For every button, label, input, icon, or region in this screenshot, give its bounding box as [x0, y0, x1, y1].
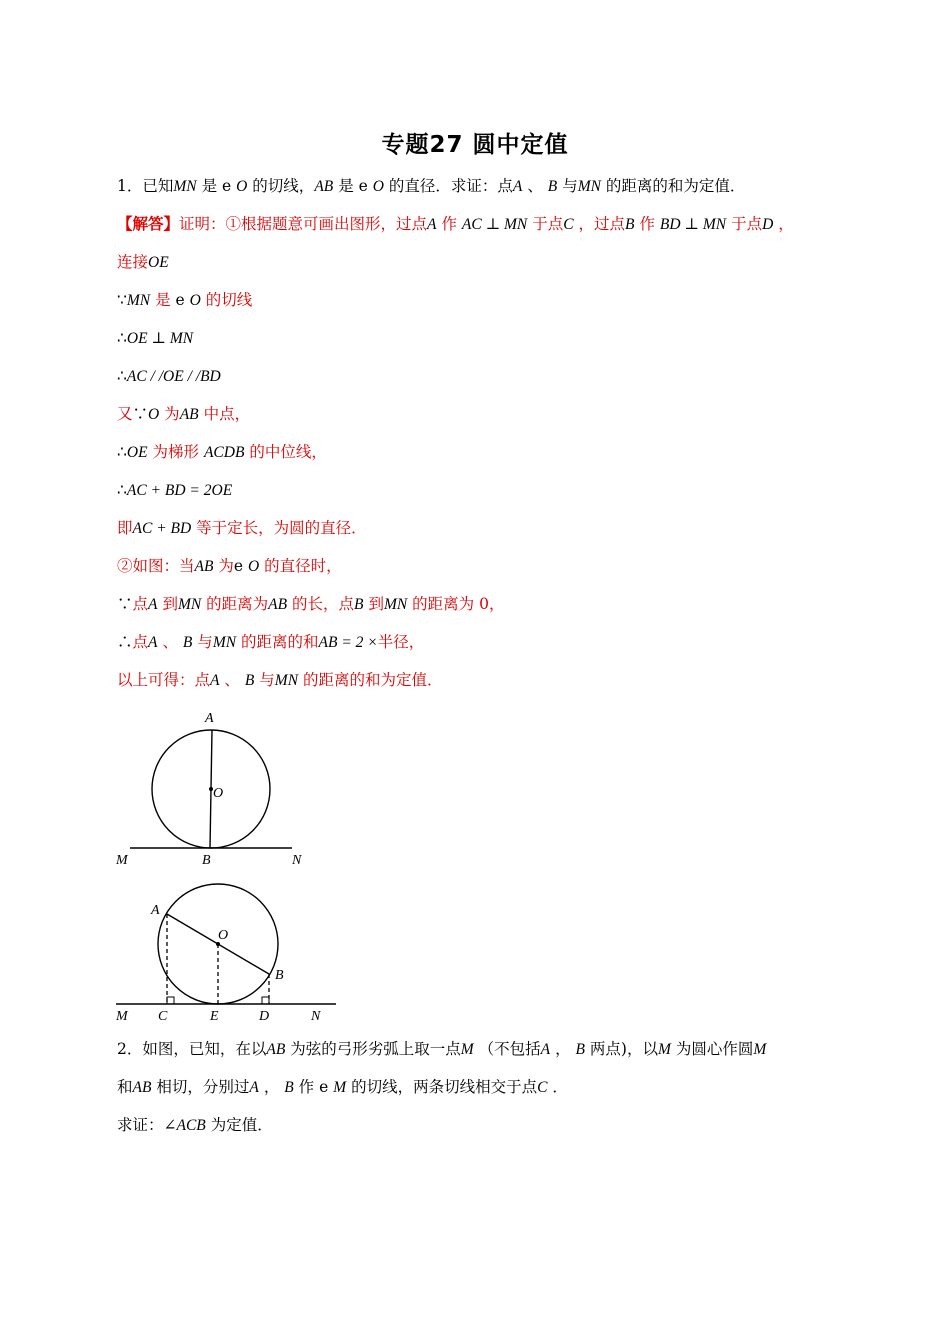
therefore-symbol: ∴ — [117, 329, 127, 347]
text: 已知 — [142, 177, 174, 195]
text: 为弦的弓形劣弧上取一点 — [290, 1040, 461, 1058]
text: 点 — [132, 595, 149, 613]
text: 是 — [155, 291, 171, 309]
text: ， — [263, 1078, 280, 1096]
text: 的直径．求证：点 — [388, 177, 513, 195]
label-c: C — [158, 1009, 168, 1024]
math: C — [537, 1079, 548, 1096]
page-title: 专题27 圆中定值 — [381, 132, 569, 158]
text: 半径， — [377, 633, 425, 651]
because-symbol: ∵ — [132, 405, 149, 423]
because-symbol: ∵ — [117, 595, 133, 613]
math: B — [182, 634, 193, 651]
text: 的距离为 0， — [412, 595, 505, 613]
text: 等于定长，为圆的直径． — [196, 519, 367, 537]
text: 的切线，两条切线相交于点 — [351, 1078, 538, 1096]
text: ， — [778, 215, 794, 233]
text: 如图，已知，在以 — [142, 1040, 267, 1058]
math: MN — [274, 672, 299, 689]
text: ，过点 — [578, 215, 626, 233]
math: A — [148, 634, 158, 651]
math: AC ⊥ MN — [461, 216, 528, 233]
text: 于点 — [532, 215, 564, 233]
label-e: E — [210, 1009, 219, 1024]
label-m: M — [116, 1009, 128, 1024]
math: M — [753, 1041, 767, 1058]
text: 以上可得：点 — [117, 671, 211, 689]
math: OE — [126, 444, 148, 461]
math: MN — [577, 178, 601, 195]
math: MN — [212, 634, 237, 651]
text: 与 — [197, 633, 213, 651]
text: 为梯形 — [152, 443, 199, 461]
figure-1 — [115, 711, 302, 868]
problem-2-line-2 — [117, 1077, 568, 1098]
math: O — [189, 292, 201, 309]
math: MN — [383, 596, 408, 613]
math: BD ⊥ MN — [659, 216, 727, 233]
text: 的中位线， — [249, 443, 327, 461]
math: AB — [194, 558, 214, 575]
math: MN — [173, 178, 197, 195]
label-o: O — [218, 928, 229, 943]
math: OE — [148, 254, 169, 271]
math: A — [427, 216, 437, 233]
circle-symbol: e — [358, 177, 368, 195]
problem-number: 2． — [117, 1040, 143, 1058]
text: 与 — [259, 671, 275, 689]
text: 为 — [218, 557, 234, 575]
text: 与 — [562, 177, 578, 195]
label-a: A — [151, 903, 160, 918]
label-d: D — [259, 1009, 270, 1024]
right-angle-mark-c — [167, 997, 174, 1004]
math: OE ⊥ MN — [126, 330, 194, 347]
math: AC + BD — [132, 520, 192, 537]
text: 的距离为 — [206, 595, 269, 613]
text: 中点， — [203, 405, 251, 423]
math: ACDB — [203, 444, 245, 461]
text: 点 — [132, 633, 149, 651]
label-b: B — [202, 853, 211, 868]
label-n: N — [292, 853, 302, 868]
math: AB — [266, 1041, 286, 1058]
text: 和 — [117, 1078, 133, 1096]
math: A — [148, 596, 158, 613]
text: 的切线， — [252, 177, 315, 195]
problem-2-line-3 — [117, 1115, 273, 1136]
text: 到 — [162, 595, 178, 613]
therefore-symbol: ∴ — [117, 443, 127, 461]
math: O — [236, 178, 248, 195]
label-a: A — [205, 711, 214, 726]
math: A — [210, 672, 220, 689]
math: A — [540, 1041, 551, 1058]
label-n: N — [311, 1009, 321, 1024]
text: ． — [552, 1078, 568, 1096]
math: D — [762, 216, 774, 233]
math: AB — [132, 1079, 152, 1096]
math: B — [354, 596, 364, 613]
math: MN — [177, 596, 202, 613]
math: M — [657, 1041, 671, 1058]
text: 、 — [527, 177, 543, 195]
text: 于点 — [731, 215, 763, 233]
text: 相切，分别过 — [156, 1078, 250, 1096]
math: B — [284, 1079, 294, 1096]
label-o: O — [213, 786, 224, 801]
math: O — [248, 558, 260, 575]
math: ∠ACB — [163, 1117, 206, 1134]
text: ②如图：当 — [117, 557, 195, 575]
math: M — [333, 1079, 347, 1096]
text: 作 — [441, 215, 457, 233]
label-b: B — [275, 968, 284, 983]
problem-number: 1． — [117, 177, 143, 195]
math: AB — [314, 178, 334, 195]
text: 为定值． — [210, 1116, 273, 1134]
math: B — [625, 216, 635, 233]
text: 为 — [164, 405, 180, 423]
text: ， — [555, 1040, 571, 1058]
figure-2 — [115, 884, 336, 1024]
math: AC / /OE / /BD — [126, 368, 221, 385]
text: （不包括 — [478, 1040, 541, 1058]
text: 的距离的和为定值． — [302, 671, 443, 689]
text: 的直径时， — [264, 557, 342, 575]
circle-symbol: e — [222, 177, 232, 195]
math: A — [249, 1079, 259, 1096]
therefore-symbol: ∴ — [117, 481, 127, 499]
math: O — [148, 406, 160, 423]
circle-symbol: e — [175, 291, 185, 309]
text: 的距离的和为定值． — [605, 177, 746, 195]
math: AB — [179, 406, 199, 423]
text: 作 — [298, 1078, 315, 1096]
math: B — [575, 1041, 585, 1058]
text: 求证： — [117, 1116, 164, 1134]
math: AC + BD = 2OE — [126, 482, 233, 499]
math: AB — [268, 596, 288, 613]
text: 、 — [162, 633, 178, 651]
therefore-symbol: ∴ — [117, 367, 127, 385]
math: MN — [126, 292, 151, 309]
text: 为圆心作圆 — [675, 1040, 754, 1058]
text: 、 — [224, 671, 240, 689]
text: 即 — [117, 519, 133, 537]
math: C — [563, 216, 574, 233]
label-m: M — [116, 853, 128, 868]
text: 是 — [338, 177, 354, 195]
text: 作 — [639, 215, 655, 233]
text: 证明：①根据题意可画出图形，过点 — [179, 215, 428, 233]
text: 到 — [368, 595, 384, 613]
because-symbol: ∵ — [117, 291, 127, 309]
circle-symbol: e — [233, 557, 244, 575]
text: 是 — [201, 177, 218, 195]
math: O — [372, 178, 384, 195]
text: 的距离的和 — [241, 633, 319, 651]
text: 的长，点 — [292, 595, 355, 613]
text: 又 — [117, 405, 133, 423]
problem-2-line-1 — [117, 1039, 766, 1060]
text: 连接 — [117, 253, 149, 271]
text: 的切线 — [205, 291, 253, 309]
math: A — [512, 178, 523, 195]
math: M — [460, 1041, 474, 1058]
therefore-symbol: ∴ — [117, 633, 133, 651]
math: AB = 2 × — [318, 634, 378, 651]
math: B — [244, 672, 255, 689]
text: 两点)，以 — [589, 1040, 658, 1058]
answer-tag: 【解答】 — [117, 214, 180, 233]
right-angle-mark-d — [262, 997, 269, 1004]
circle-symbol: e — [319, 1078, 329, 1096]
math: B — [547, 178, 558, 195]
